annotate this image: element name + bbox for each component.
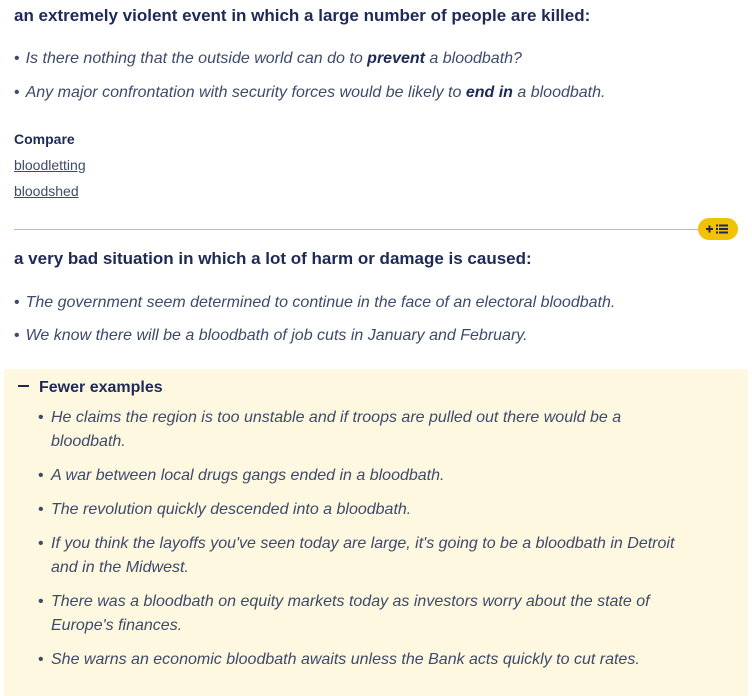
compare-label: Compare [14,131,75,147]
plus-list-icon [706,223,730,235]
bullet: • [38,409,44,426]
xref-link-bloodletting[interactable]: bloodletting [14,157,86,173]
sense1-example-1: • Is there nothing that the outside world can do to prevent a bloodbath? [14,50,522,67]
more-example-item: • If you think the layoffs you've seen today are large, it's going to be a bloodbath in Detroit and in the Midwest. [38,532,698,580]
sense2-definition: a very bad situation in which a lot of harm or damage is caused: [14,249,532,268]
more-example-item: • The revolution quickly descended into a bloodbath. [38,498,698,522]
bullet: • [38,501,44,518]
collocation-bold: prevent [367,50,425,67]
bullet: • [38,651,44,668]
toggle-examples-button[interactable] [698,218,738,240]
fewer-examples-toggle[interactable]: Fewer examples [18,379,163,397]
more-example-item: • A war between local drugs gangs ended in a bloodbath. [38,464,698,488]
bullet: • [14,84,20,101]
sense-divider [14,229,704,230]
more-example-item: • He claims the region is too unstable and if troops are pulled out there would be a bloodbath. [38,406,698,454]
bullet: • [14,327,20,344]
bullet: • [38,535,44,552]
more-example-item: • She warns an economic bloodbath awaits unless the Bank acts quickly to cut rates. [38,648,698,672]
minus-icon [18,385,29,387]
more-example-item: • There was a bloodbath on equity markets today as investors worry about the state of Europe's finances. [38,590,698,638]
bullet: • [38,593,44,610]
bullet: • [14,50,20,67]
sense2-example-2: • We know there will be a bloodbath of job cuts in January and February. [14,327,528,344]
bullet: • [38,467,44,484]
sense2-example-1: • The government seem determined to continue in the face of an electoral bloodbath. [14,294,616,311]
bullet: • [14,294,20,311]
sense1-example-2: • Any major confrontation with security forces would be likely to end in a bloodbath. [14,84,606,101]
xref-link-bloodshed[interactable]: bloodshed [14,183,79,199]
collocation-bold: end in [465,84,513,101]
sense1-definition: an extremely violent event in which a large number of people are killed: [14,6,591,25]
